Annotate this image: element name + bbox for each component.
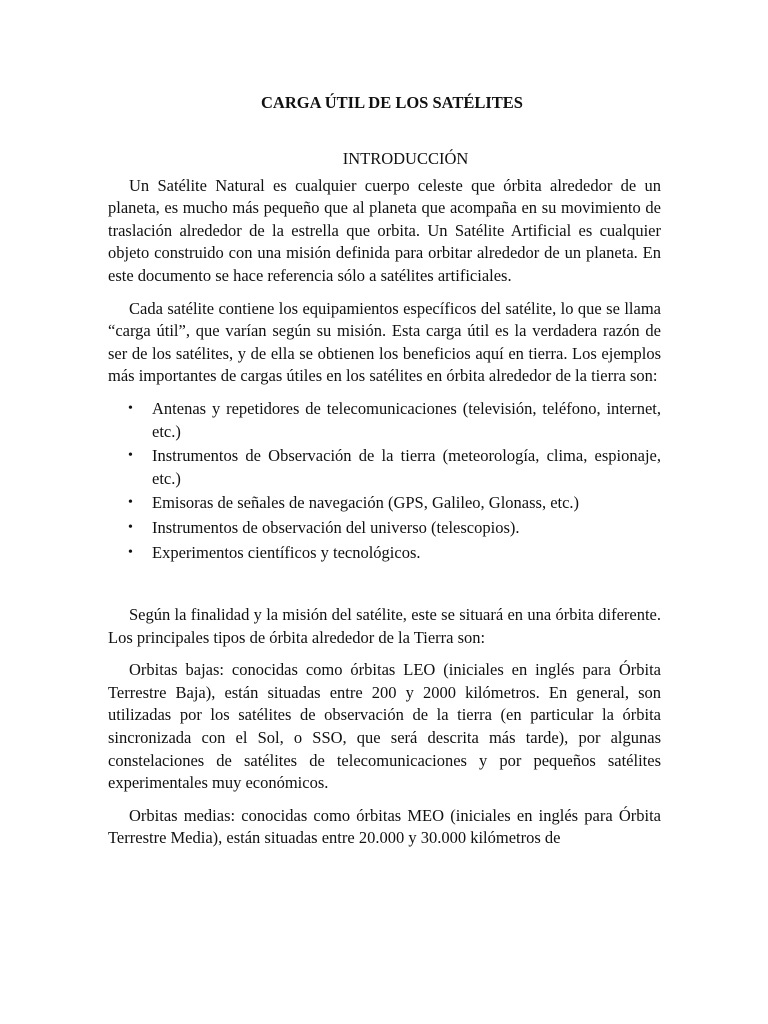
bullet-icon: • <box>128 544 133 560</box>
list-item <box>128 445 661 490</box>
document-body <box>108 92 661 860</box>
bullet-icon: • <box>128 495 133 511</box>
list-item <box>128 542 661 565</box>
paragraph-orbitas-bajas: Orbitas bajas: conocidas como órbitas LEO (iniciales en inglés para Órbita Terrestre Baja), están situadas entre 200 y 2000 kilómetros. En general, son utilizadas por los satélites de observación de la tierra (en particular la órbita sincronizada con el Sol, o SSO, que será descrita más tarde), por algunas constelaciones de satélites de telecomunicaciones y por pequeños satélites experimentales muy económicos. <box>108 660 661 793</box>
document-title: CARGA ÚTIL DE LOS SATÉLITES <box>261 93 523 112</box>
section-heading-introduccion: INTRODUCCIÓN <box>342 149 469 168</box>
paragraph-satelite-definicion: Un Satélite Natural es cualquier cuerpo celeste que órbita alrededor de un planeta, es mucho más pequeño que al planeta que acompaña en su movimiento de traslación alrededor de la estrella que orbita. Un Satélite Artificial es cualquier objeto construido con una misión definida para orbitar alrededor de un planeta. En este documento se hace referencia sólo a satélites artificiales. <box>108 175 661 285</box>
list-item-text: Instrumentos de observación del universo (telescopios). <box>152 517 520 537</box>
paragraph-tipos-orbita: Según la finalidad y la misión del satélite, este se situará en una órbita diferente. Los principales tipos de órbita alrededor de la Tierra son: <box>108 605 661 647</box>
list-item <box>128 398 661 443</box>
payload-examples-list <box>108 398 661 564</box>
list-item-text: Antenas y repetidores de telecomunicaciones (televisión, teléfono, internet, etc.) <box>152 398 661 441</box>
list-item-text: Emisoras de señales de navegación (GPS, Galileo, Glonass, etc.) <box>152 493 580 513</box>
paragraph-orbitas-medias: Orbitas medias: conocidas como órbitas MEO (iniciales en inglés para Órbita Terrestre Media), están situadas entre 20.000 y 30.000 kilómetros de <box>108 805 661 848</box>
bullet-icon: • <box>128 448 133 464</box>
paragraph-carga-util: Cada satélite contiene los equipamientos específicos del satélite, lo que se llama “carga útil”, que varían según su misión. Esta carga útil es la verdadera razón de ser de los satélites, y de ella se obtienen los beneficios aquí en tierra. Los ejemplos más importantes de cargas útiles en los satélites en órbita alrededor de la tierra son: <box>108 298 661 386</box>
list-item <box>128 517 661 540</box>
bullet-icon: • <box>128 519 133 535</box>
list-item-text: Instrumentos de Observación de la tierra (meteorología, clima, espionaje, etc.) <box>152 446 661 488</box>
list-item-text: Experimentos científicos y tecnológicos. <box>152 542 421 562</box>
paragraph-spacer <box>108 566 661 604</box>
bullet-icon: • <box>128 400 133 416</box>
list-item <box>128 492 661 515</box>
